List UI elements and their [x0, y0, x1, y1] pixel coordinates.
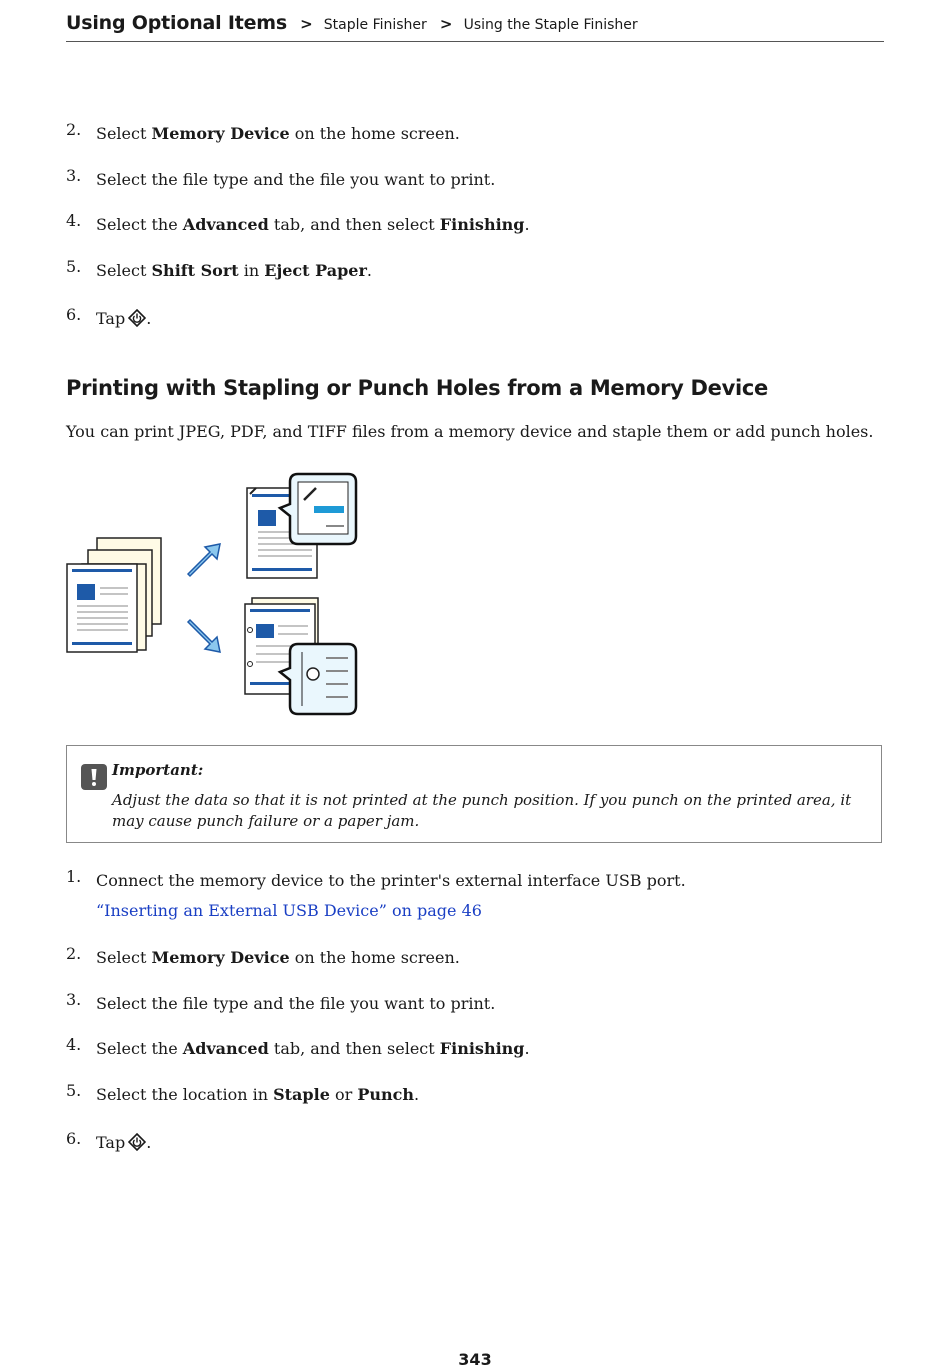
step-number: 3.: [66, 990, 82, 1009]
arrow-down-right-icon: [188, 620, 220, 652]
breadcrumb-item: Staple Finisher: [323, 17, 427, 33]
step-number: 6.: [66, 305, 82, 324]
start-diamond-icon: [128, 309, 146, 327]
step-text: Tap .: [96, 1133, 152, 1152]
step-number: 4.: [66, 1035, 82, 1054]
step-text: Select Memory Device on the home screen.: [96, 124, 460, 143]
usb-device-link[interactable]: “Inserting an External USB Device” on page 46: [96, 901, 482, 920]
step-text: Select the Advanced tab, and then select Finishing.: [96, 1039, 530, 1058]
document-stack-icon: [67, 538, 161, 652]
step-number: 4.: [66, 211, 82, 230]
step-text: Select Shift Sort in Eject Paper.: [96, 261, 372, 280]
page-header: [66, 12, 884, 42]
breadcrumb-separator: >: [439, 15, 453, 33]
step-text: Select the file type and the file you want to print.: [96, 170, 496, 189]
section-heading: Printing with Stapling or Punch Holes from a Memory Device: [66, 376, 768, 400]
exclamation-icon: [81, 764, 107, 790]
notice-body: Adjust the data so that it is not printed at the punch position. If you punch on the printed area, it may cause punch failure or a paper jam.: [112, 791, 852, 830]
step-number: 5.: [66, 1081, 82, 1100]
header-section-title: Using Optional Items: [66, 12, 288, 34]
step-number: 5.: [66, 257, 82, 276]
section-intro: You can print JPEG, PDF, and TIFF files from a memory device and staple them or add punch holes.: [66, 422, 874, 441]
punched-document-icon: [245, 598, 356, 714]
step-text: Select the location in Staple or Punch.: [96, 1085, 420, 1104]
breadcrumb-item: Using the Staple Finisher: [463, 17, 638, 33]
notice-title: Important:: [112, 761, 204, 779]
step-number: 2.: [66, 120, 82, 139]
breadcrumb-separator: >: [300, 15, 313, 33]
step-number: 6.: [66, 1129, 82, 1148]
staple-punch-illustration: [62, 468, 362, 720]
step-text: Select Memory Device on the home screen.: [96, 948, 460, 967]
step-number: 1.: [66, 867, 82, 886]
important-notice: [66, 745, 882, 843]
step-text: Connect the memory device to the printer's external interface USB port.: [96, 871, 686, 890]
step-number: 3.: [66, 166, 82, 185]
step-number: 2.: [66, 944, 82, 963]
step-text: Select the Advanced tab, and then select Finishing.: [96, 215, 530, 234]
step-text: Tap .: [96, 309, 152, 328]
page-number: 343: [458, 1350, 492, 1369]
start-diamond-icon: [128, 1133, 146, 1151]
step-text: Select the file type and the file you want to print.: [96, 994, 496, 1013]
arrow-up-right-icon: [188, 544, 220, 576]
stapled-document-icon: [247, 474, 356, 578]
